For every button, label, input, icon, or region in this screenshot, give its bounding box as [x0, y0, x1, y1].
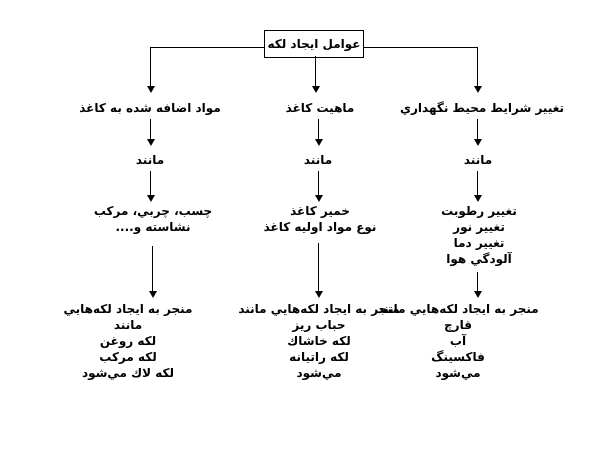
results-block-left — [28, 301, 228, 381]
examples-block-right — [379, 203, 579, 267]
arrow-down-icon — [318, 171, 319, 195]
result-line: قارچ — [444, 318, 472, 332]
example-line: چسب، چربي، مركب — [93, 204, 213, 218]
arrow-down-icon — [152, 246, 153, 291]
connector-line-left — [150, 47, 264, 48]
result-line: مي‌شود — [435, 366, 481, 380]
result-line: فاكسينگ — [431, 350, 485, 364]
result-line: منجر به ايجاد لكه‌هايي — [63, 302, 193, 316]
column-header-middle: ماهيت كاغذ — [285, 101, 355, 115]
example-line: تغيير نور — [453, 220, 505, 234]
arrow-down-icon — [318, 119, 319, 139]
connector-line-right — [363, 47, 477, 48]
like-label-middle: مانند — [303, 153, 333, 167]
like-label-left: مانند — [135, 153, 165, 167]
arrow-down-icon — [150, 47, 151, 86]
result-line: آب — [449, 334, 467, 348]
arrow-down-icon — [318, 243, 319, 291]
example-line: نوع مواد اوليه كاغذ — [263, 220, 377, 234]
result-line: لكه روغن — [99, 334, 157, 348]
example-line: تغيير رطوبت — [441, 204, 517, 218]
result-line: مانند — [113, 318, 143, 332]
example-line: تغيير دما — [453, 236, 505, 250]
arrow-down-icon — [477, 119, 478, 139]
result-line: لكه خاشاك — [287, 334, 351, 348]
arrow-down-icon — [477, 47, 478, 86]
arrow-down-icon — [150, 119, 151, 139]
result-line: منجر به ايجاد لكه‌هايي مانند — [377, 302, 539, 316]
example-line: آلودگي هوا — [446, 252, 512, 266]
arrow-down-icon — [477, 171, 478, 195]
arrow-down-icon — [150, 171, 151, 195]
arrow-down-icon — [477, 272, 478, 291]
result-line: لكه مركب — [99, 350, 157, 364]
result-line: حباب ريز — [292, 318, 346, 332]
result-line: لكه راتيانه — [289, 350, 349, 364]
example-line: نشاسته و.... — [115, 220, 191, 234]
result-line: منجر به ايجاد لكه‌هايي مانند — [238, 302, 400, 316]
column-header-right: تغيير شرايط محيط نگهداري — [400, 101, 564, 115]
arrow-down-icon — [315, 56, 316, 86]
like-label-right: مانند — [463, 153, 493, 167]
root-label: عوامل ايجاد لكه — [267, 37, 361, 51]
result-line: مي‌شود — [296, 366, 342, 380]
example-line: خمير كاغذ — [290, 204, 350, 218]
root-box — [264, 30, 364, 58]
results-block-right — [358, 301, 558, 381]
result-line: لكه لاك مي‌شود — [81, 366, 175, 380]
column-header-left: مواد اضافه شده به كاغذ — [79, 101, 221, 115]
